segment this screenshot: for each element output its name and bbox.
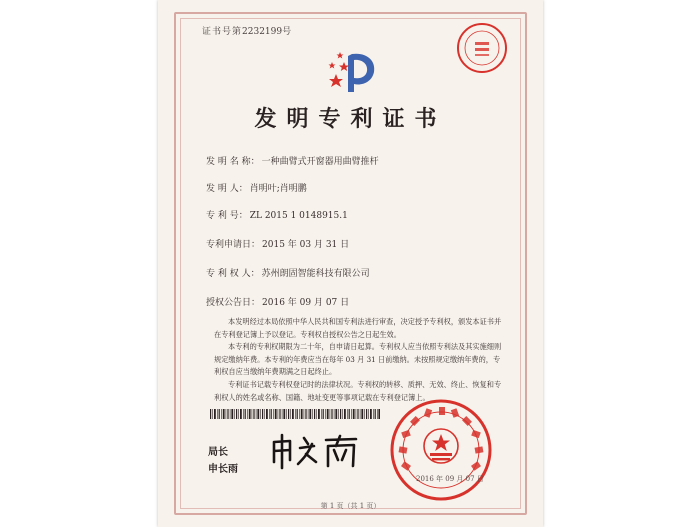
national-ip-office-seal-icon — [389, 398, 493, 502]
field-invention-name: 发 明 名 称： 一种曲臂式开窗器用曲臂推杆 — [206, 157, 379, 167]
director-title: 局长 — [208, 447, 228, 458]
field-patentee: 专 利 权 人： 苏州朗固智能科技有限公司 — [206, 269, 370, 279]
director-name: 申长雨 — [208, 464, 238, 475]
field-application-date: 专利申请日： 2015 年 03 月 31 日 — [206, 240, 350, 250]
field-patent-number: 专 利 号： ZL 2015 1 0148915.1 — [206, 211, 348, 221]
field-inventor: 发 明 人： 肖明叶;肖明鹏 — [206, 184, 307, 194]
patent-emblem-icon — [326, 48, 382, 98]
certificate-title: 发明专利证书 — [254, 107, 447, 132]
body-paragraph: 专利证书记载专利权登记时的法律状况。专利权的转移、质押、无效、终止、恢复和专利权人的姓名或名称、国籍、地址变更等事项记载在专利登记簿上。 — [214, 379, 502, 402]
barcode-icon — [210, 409, 380, 419]
certificate-number: 证书号第2232199号 — [202, 27, 292, 37]
body-paragraph: 本发明经过本局依照中华人民共和国专利法进行审查，决定授予专利权，颁发本证书并在专利登记簿上予以登记。专利权自授权公告之日起生效。 — [214, 317, 502, 339]
certificate-number-value: 2232199 — [242, 27, 283, 37]
issue-date: 2016 年 09 月 07 日 — [416, 475, 484, 483]
page-number: 第 1 页（共 1 页） — [320, 502, 381, 510]
field-grant-date: 授权公告日： 2016 年 09 月 07 日 — [206, 298, 350, 308]
patent-certificate — [158, 0, 543, 527]
body-paragraph: 本专利的专利权期限为二十年，自申请日起算。专利权人应当依照专利法及其实施细则规定缴纳年费。本专利的年费应当在每年 03 月 31 日前缴纳。未按照规定缴纳年费的，专利权自应当缴纳年费期满之日起终止。 — [214, 342, 502, 377]
patent-office-seal-icon — [456, 22, 508, 74]
certificate-body-text — [214, 316, 504, 404]
director-signature-icon — [268, 432, 363, 470]
